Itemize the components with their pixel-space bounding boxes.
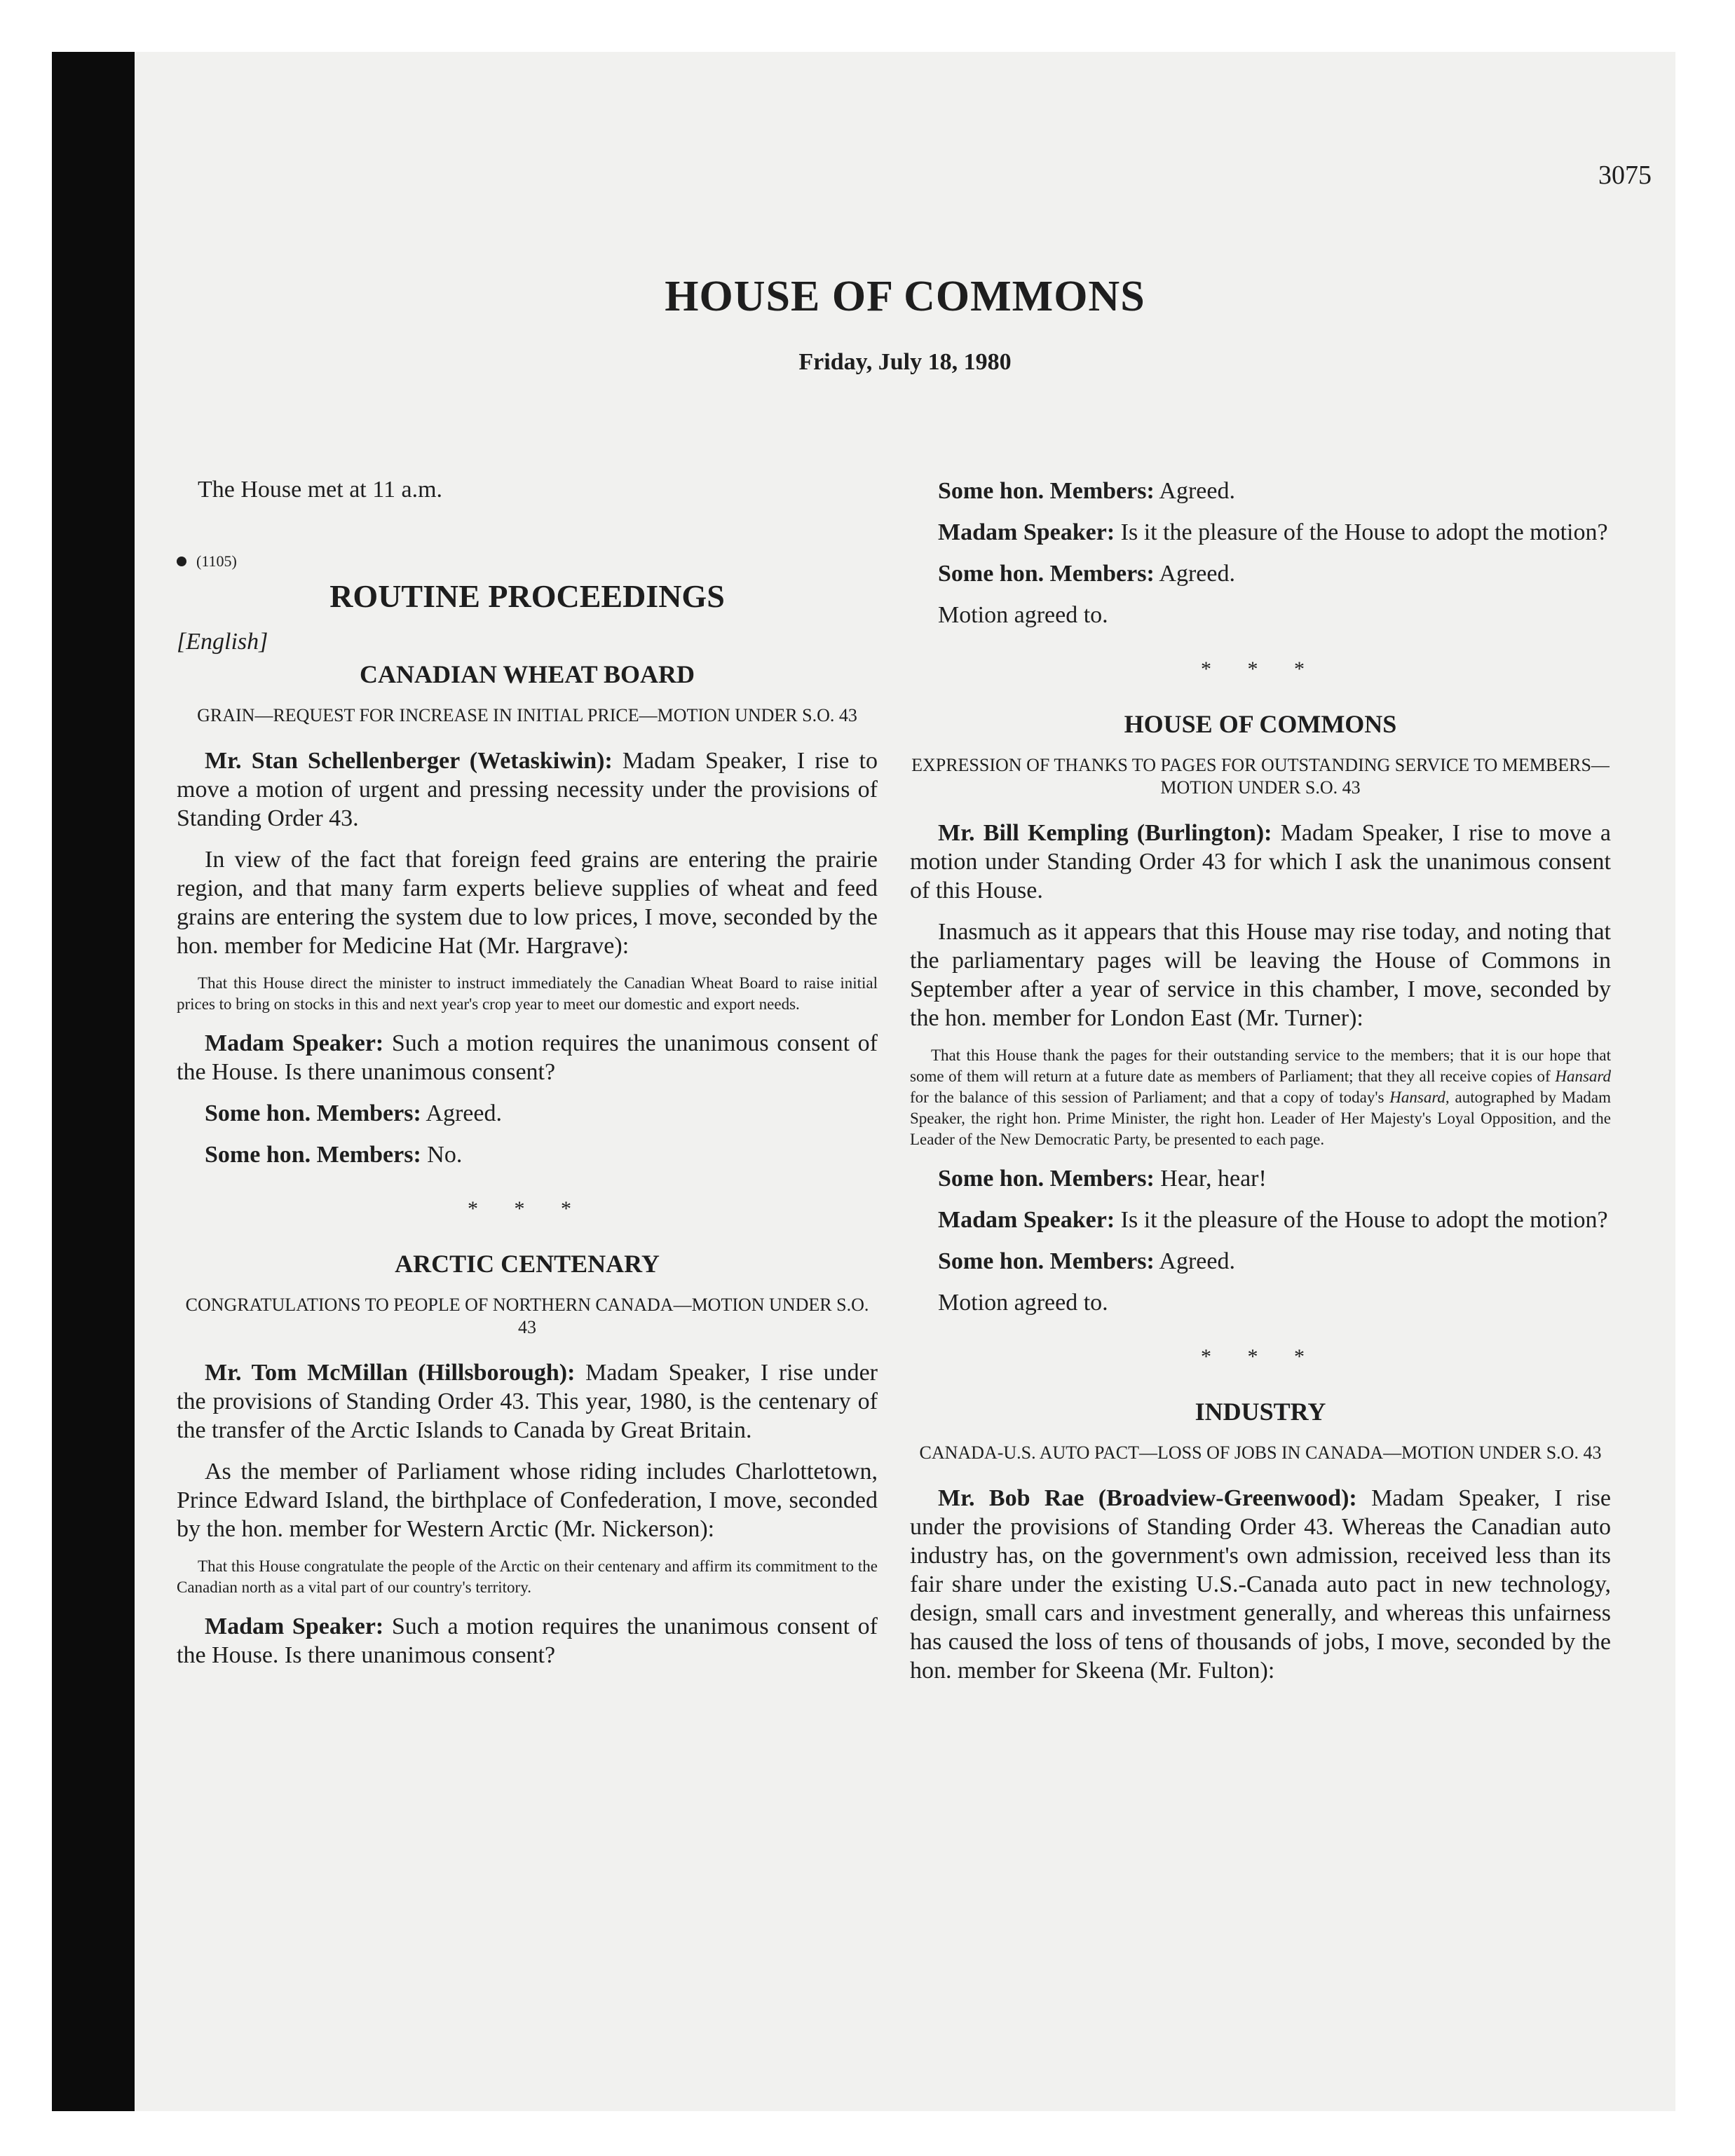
page-date: Friday, July 18, 1980 <box>798 349 1012 375</box>
speech-paragraph <box>177 1140 878 1169</box>
speaker-name: Mr. Bob Rae (Broadview-Greenwood): <box>938 1485 1357 1511</box>
motion-text-part: autographed by Madam Speaker, the right hon. Prime Minister, the right hon. Leader of Her Majesty's Loyal Opposition, and the Leader of the New Democratic Party, be presented to each page. <box>910 1089 1612 1148</box>
speech-paragraph: In view of the fact that foreign feed grains are entering the prairie region, and that many farm experts believe supplies of wheat and feed grains are entering the system due to low prices, I move, seconded by the hon. member for Medicine Hat (Mr. Hargrave): <box>177 847 878 959</box>
motion-text: That this House congratulate the people of the Arctic on their centenary and affirm its commitment to the Canadian north as a vital part of our country's territory. <box>177 1557 878 1596</box>
speech-paragraph: Inasmuch as it appears that this House may rise today, and noting that the parliamentary pages will be leaving the House of Commons in September after a year of service in this chamber, I move, seconded by the hon. member for London East (Mr. Turner): <box>910 919 1611 1031</box>
speech-text: Agreed. <box>1154 478 1235 504</box>
speech-paragraph <box>910 559 1611 588</box>
speech-paragraph: Motion agreed to. <box>938 1290 1108 1316</box>
speaker-name: Madam Speaker: <box>938 519 1115 545</box>
speech-text: Agreed. <box>1154 1248 1235 1274</box>
motion-text: That this House direct the minister to instruct immediately the Canadian Wheat Board to raise initial prices to bring on stocks in this and next year's crop year to meet our domestic and export needs. <box>177 974 878 1013</box>
speech-text: Madam Speaker, I rise to move a motion under Standing Order 43 for which I ask the unanimous consent of this House. <box>910 820 1611 903</box>
speaker-name: Mr. Tom McMillan (Hillsborough): <box>205 1360 576 1386</box>
time-marker <box>177 552 878 571</box>
speech-text: Madam Speaker, I rise under the provisions of Standing Order 43. This year, 1980, is the centenary of the transfer of the Arctic Islands to Canada by Great Britain. <box>177 1360 878 1443</box>
speech-text: No. <box>421 1142 463 1168</box>
speech-paragraph <box>910 1206 1611 1234</box>
speaker-name: Some hon. Members: <box>205 1100 421 1126</box>
motion-text-part: That this House thank the pages for their outstanding service to the members; that it is our hope that some of them will return at a future date as members of Parliament; that they all receive copies of <box>910 1046 1611 1085</box>
routine-proceedings-heading: ROUTINE PROCEEDINGS <box>329 578 725 614</box>
language-marker: [English] <box>177 629 268 655</box>
motion-text-part: for the balance of this session of Parliament; and that a copy of today's <box>910 1089 1390 1106</box>
speech-text: Agreed. <box>1154 561 1235 587</box>
speaker-name: Madam Speaker: <box>938 1207 1115 1233</box>
right-column <box>910 477 1611 1698</box>
speech-text: Such a motion requires the unanimous consent of the House. Is there unanimous consent? <box>177 1030 878 1085</box>
speech-paragraph <box>177 1612 878 1670</box>
speech-paragraph <box>177 1029 878 1086</box>
speaker-name: Some hon. Members: <box>938 561 1155 587</box>
section-subheading: CONGRATULATIONS TO PEOPLE OF NORTHERN CANADA—MOTION UNDER S.O. 43 <box>185 1295 869 1337</box>
speaker-name: Some hon. Members: <box>938 1248 1155 1274</box>
speech-paragraph <box>910 1164 1611 1193</box>
speech-paragraph <box>177 746 878 833</box>
speaker-name: Mr. Stan Schellenberger (Wetaskiwin): <box>205 748 613 774</box>
speaker-name: Some hon. Members: <box>938 478 1155 504</box>
speech-text: Is it the pleasure of the House to adopt the motion? <box>1115 1207 1608 1233</box>
left-column <box>177 477 878 1682</box>
speech-paragraph <box>177 1099 878 1128</box>
speech-paragraph <box>910 1247 1611 1276</box>
section-subheading: GRAIN—REQUEST FOR INCREASE IN INITIAL PRICE—MOTION UNDER S.O. 43 <box>197 705 857 725</box>
section-heading: CANADIAN WHEAT BOARD <box>359 660 695 688</box>
section-subheading: EXPRESSION OF THANKS TO PAGES FOR OUTSTANDING SERVICE TO MEMBERS—MOTION UNDER S.O. 43 <box>911 755 1610 798</box>
scan-edge <box>52 52 135 2111</box>
speaker-name: Madam Speaker: <box>205 1030 384 1056</box>
section-separator: * * * <box>1201 657 1320 681</box>
section-separator: * * * <box>1201 1345 1320 1368</box>
speech-paragraph <box>177 1358 878 1445</box>
section-subheading: CANADA-U.S. AUTO PACT—LOSS OF JOBS IN CANADA—MOTION UNDER S.O. 43 <box>919 1442 1602 1463</box>
speaker-name: Some hon. Members: <box>205 1142 421 1168</box>
section-heading: HOUSE OF COMMONS <box>1124 710 1397 738</box>
bullet-icon <box>177 557 186 566</box>
speaker-name: Mr. Bill Kempling (Burlington): <box>938 820 1272 846</box>
opening-line: The House met at 11 a.m. <box>198 477 443 503</box>
speech-text: Is it the pleasure of the House to adopt the motion? <box>1115 519 1608 545</box>
hansard-italic: Hansard, <box>1389 1089 1450 1106</box>
speaker-name: Some hon. Members: <box>938 1166 1155 1192</box>
section-heading: INDUSTRY <box>1195 1398 1326 1426</box>
speech-text: Madam Speaker, I rise to move a motion of urgent and pressing necessity under the provisions of Standing Order 43. <box>177 748 878 831</box>
speech-paragraph: Motion agreed to. <box>938 602 1108 628</box>
speech-paragraph <box>910 819 1611 905</box>
speech-text: Madam Speaker, I rise under the provisions of Standing Order 43. Whereas the Canadian auto industry has, on the government's own admission, received less than its fair share under the existing U.S.-Canada auto pact in new technology, design, small cars and investment generally, and whereas this unfairness has caused the loss of tens of thousands of jobs, I move, seconded by the hon. member for Skeena (Mr. Fulton): <box>910 1485 1611 1684</box>
speech-paragraph <box>910 1484 1611 1685</box>
time-marker-text: (1105) <box>196 552 237 570</box>
speech-text: Such a motion requires the unanimous consent of the House. Is there unanimous consent? <box>177 1613 878 1668</box>
speech-paragraph: As the member of Parliament whose riding includes Charlottetown, Prince Edward Island, the birthplace of Confederation, I move, seconded by the hon. member for Western Arctic (Mr. Nickerson): <box>177 1459 878 1542</box>
speech-text: Agreed. <box>421 1100 502 1126</box>
hansard-italic: Hansard <box>1555 1067 1611 1085</box>
speech-text: Hear, hear! <box>1154 1166 1267 1192</box>
section-separator: * * * <box>468 1197 587 1220</box>
motion-text <box>910 1045 1611 1150</box>
speech-paragraph <box>910 477 1611 505</box>
speaker-name: Madam Speaker: <box>205 1613 384 1639</box>
speech-paragraph <box>910 518 1611 547</box>
page-number: 3075 <box>1598 161 1652 190</box>
page-title: HOUSE OF COMMONS <box>665 273 1145 320</box>
section-heading: ARCTIC CENTENARY <box>395 1250 660 1278</box>
